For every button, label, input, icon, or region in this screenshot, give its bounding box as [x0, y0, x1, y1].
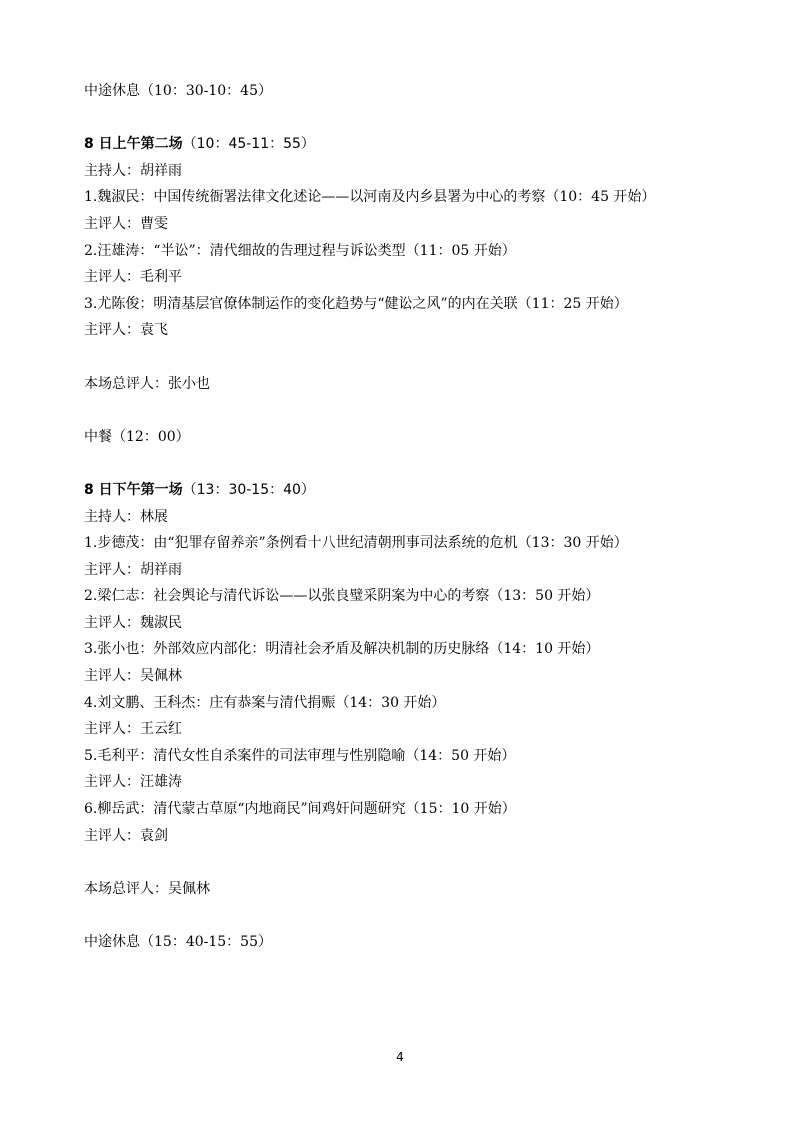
text-line: 5.毛利平：清代女性自杀案件的司法审理与性别隐喻（14：50 开始） — [84, 747, 516, 764]
text-line: 中餐（12：00） — [84, 428, 190, 445]
text-line: 中途休息（10：30-10：45） — [84, 83, 272, 99]
text-line: 2.汪雄涛：“半讼”：清代细故的告理过程与诉讼类型（11：05 开始） — [84, 242, 516, 259]
text-line: 1.步德茂：由“犯罪存留养亲”条例看十八世纪清朝刑事司法系统的危机（13：30 开始） — [84, 535, 628, 552]
text-line: 主持人：林展 — [84, 508, 168, 525]
text-line: 4.刘文鹏、王科杰：庄有恭案与清代捐赈（14：30 开始） — [84, 694, 446, 711]
document-body — [84, 78, 724, 956]
session-heading — [84, 131, 724, 158]
blank-line — [84, 902, 724, 929]
text-line: 本场总评人：张小也 — [84, 375, 210, 392]
text-line: 1.魏淑民：中国传统衙署法律文化述论——以河南及内乡县署为中心的考察（10：45 开始） — [84, 189, 656, 206]
session-title: 8 日上午第二场 — [84, 136, 183, 153]
blank-line — [84, 849, 724, 876]
blank-line — [84, 450, 724, 477]
text-line: 3.尤陈俊：明清基层官僚体制运作的变化趋势与“健讼之风”的内在关联（11：25 开始） — [84, 295, 628, 312]
text-line: 6.柳岳武：清代蒙古草原“内地商民”间鸡奸问题研究（15：10 开始） — [84, 801, 516, 818]
session-heading — [84, 477, 724, 504]
text-line: 3.张小也：外部效应内部化：明清社会矛盾及解决机制的历史脉络（14：10 开始） — [84, 641, 600, 658]
text-line: 主评人：魏淑民 — [84, 614, 182, 631]
session-time: （10：45-11：55） — [182, 136, 315, 153]
blank-line — [84, 344, 724, 371]
blank-line — [84, 105, 724, 132]
text-line: 本场总评人：吴佩林 — [84, 880, 210, 897]
text-line: 主持人：胡祥雨 — [84, 162, 182, 179]
text-line: 主评人：王云红 — [84, 721, 182, 738]
page-number: 4 — [396, 1050, 404, 1064]
blank-line — [84, 397, 724, 424]
text-line: 中途休息（15：40-15：55） — [84, 934, 272, 950]
text-line: 主评人：毛利平 — [84, 269, 182, 286]
text-line: 主评人：曹雯 — [84, 215, 168, 232]
session-title: 8 日下午第一场 — [84, 481, 183, 498]
text-line: 2.梁仁志：社会舆论与清代诉讼——以张良璧采阴案为中心的考察（13：50 开始） — [84, 588, 600, 605]
session-time: （13：30-15：40） — [182, 481, 315, 498]
text-line: 主评人：袁飞 — [84, 322, 168, 339]
text-line: 主评人：胡祥雨 — [84, 561, 182, 578]
text-line: 主评人：汪雄涛 — [84, 774, 182, 791]
text-line: 主评人：袁剑 — [84, 827, 168, 844]
text-line: 主评人：吴佩林 — [84, 668, 182, 685]
